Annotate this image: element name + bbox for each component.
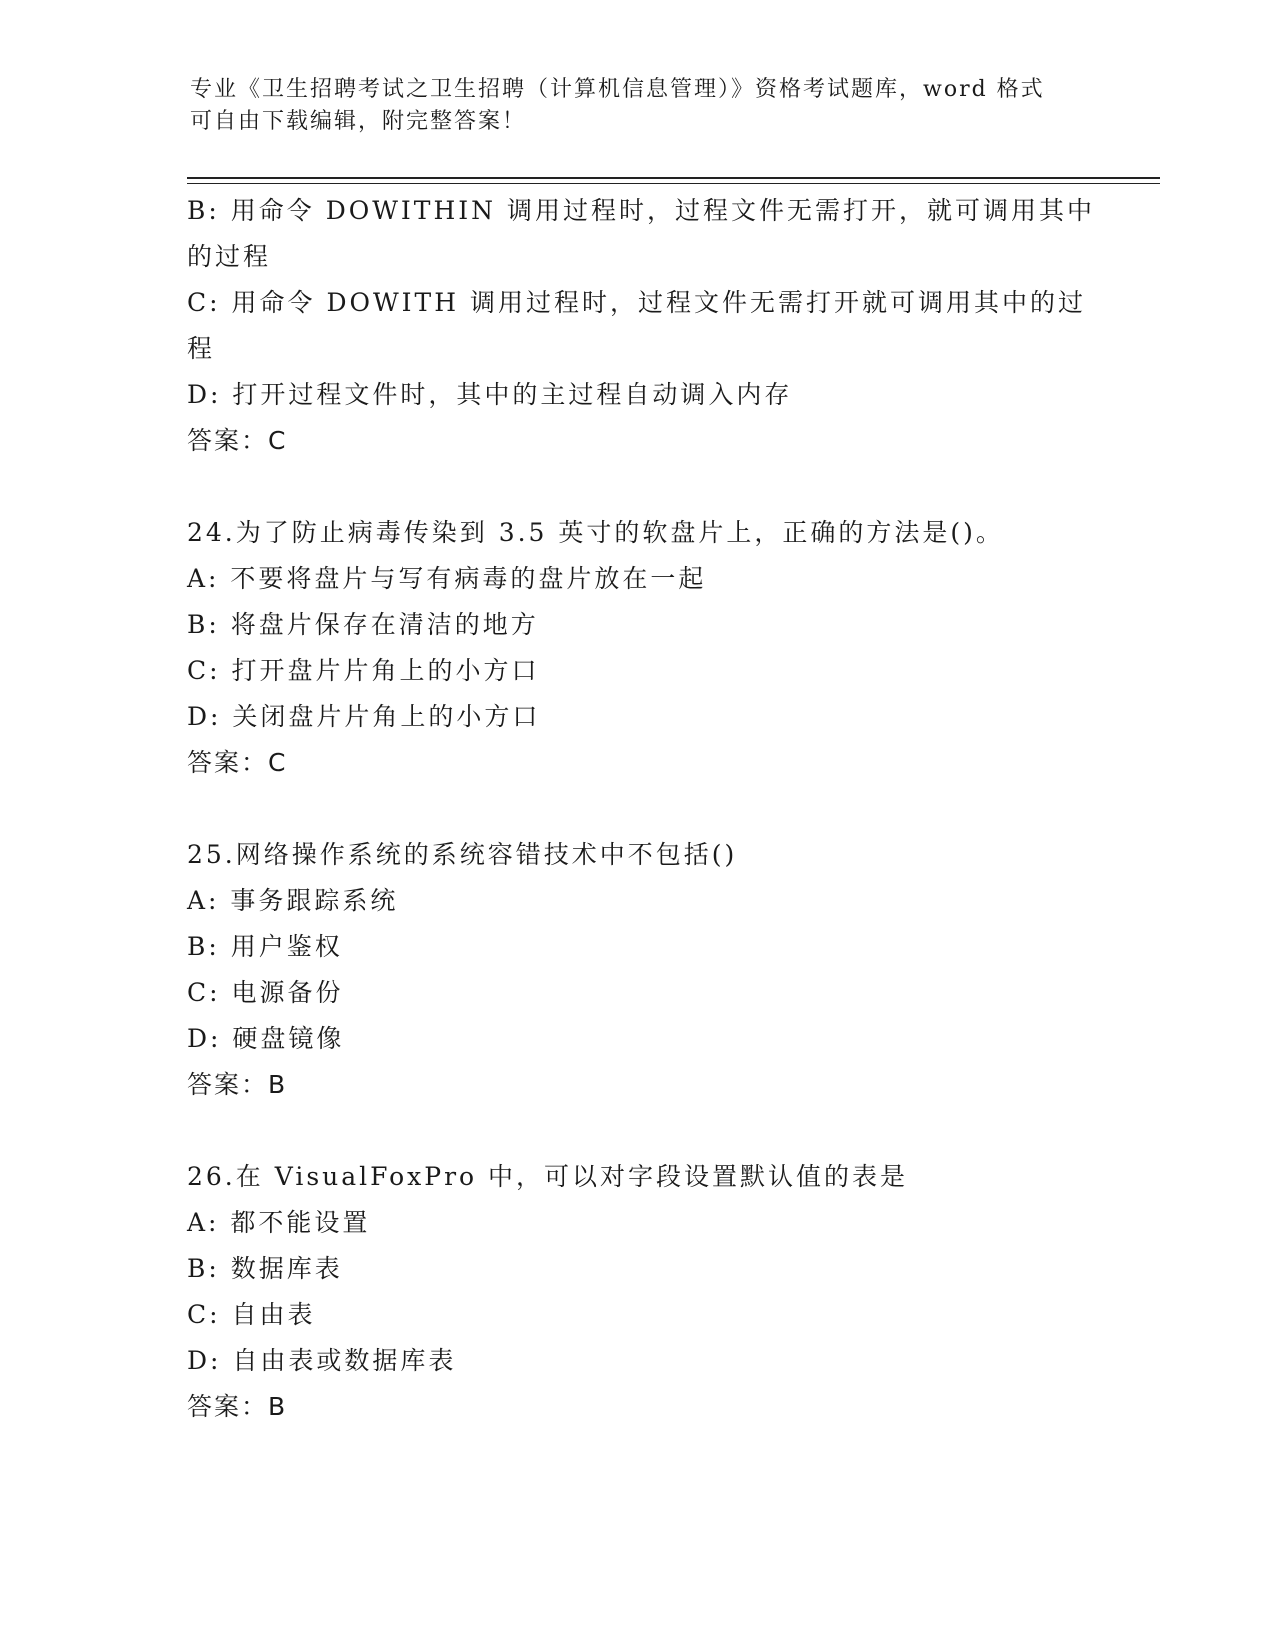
question-stem: 26.在 VisualFoxPro 中，可以对字段设置默认值的表是 (187, 1162, 909, 1191)
option-c: C: 电源备份 (187, 978, 344, 1007)
spacer (187, 786, 1067, 832)
option-a: A: 都不能设置 (187, 1208, 371, 1237)
option-d: D: 打开过程文件时，其中的主过程自动调入内存 (187, 380, 793, 409)
header-line-2: 可自由下载编辑，附完整答案！ (190, 109, 527, 134)
option-a: A: 不要将盘片与写有病毒的盘片放在一起 (187, 564, 707, 593)
header-divider-thin (187, 183, 1160, 184)
question-26 (187, 1154, 1067, 1430)
question-25 (187, 832, 1067, 1108)
option-c: C: 自由表 (187, 1300, 316, 1329)
option-b-line-2: 的过程 (187, 242, 272, 271)
question-stem: 24.为了防止病毒传染到 3.5 英寸的软盘片上，正确的方法是()。 (187, 518, 1004, 547)
document-header (190, 74, 1070, 138)
option-c: C: 打开盘片片角上的小方口 (187, 656, 540, 685)
answer-line: 答案：B (187, 1392, 288, 1421)
answer-line: 答案：C (187, 748, 288, 777)
question-partial (187, 188, 1095, 464)
header-line-1: 专业《卫生招聘考试之卫生招聘（计算机信息管理）》资格考试题库，word 格式 (190, 77, 1045, 102)
option-c-line-2: 程 (187, 334, 216, 363)
header-divider-thick (187, 177, 1160, 179)
option-d: D: 硬盘镜像 (187, 1024, 345, 1053)
option-a: A: 事务跟踪系统 (187, 886, 399, 915)
spacer (187, 464, 1067, 510)
option-b-line-1: B: 用命令 DOWITHIN 调用过程时，过程文件无需打开，就可调用其中 (187, 196, 1095, 225)
option-d: D: 自由表或数据库表 (187, 1346, 457, 1375)
question-stem: 25.网络操作系统的系统容错技术中不包括() (187, 840, 738, 869)
option-b: B: 用户鉴权 (187, 932, 343, 961)
spacer (187, 1108, 1067, 1154)
answer-line: 答案：C (187, 426, 288, 455)
option-b: B: 将盘片保存在清洁的地方 (187, 610, 539, 639)
question-24 (187, 510, 1067, 786)
answer-line: 答案：B (187, 1070, 288, 1099)
option-b: B: 数据库表 (187, 1254, 343, 1283)
option-d: D: 关闭盘片片角上的小方口 (187, 702, 541, 731)
question-list (187, 188, 1095, 1430)
option-c-line-1: C: 用命令 DOWITH 调用过程时，过程文件无需打开就可调用其中的过 (187, 288, 1086, 317)
